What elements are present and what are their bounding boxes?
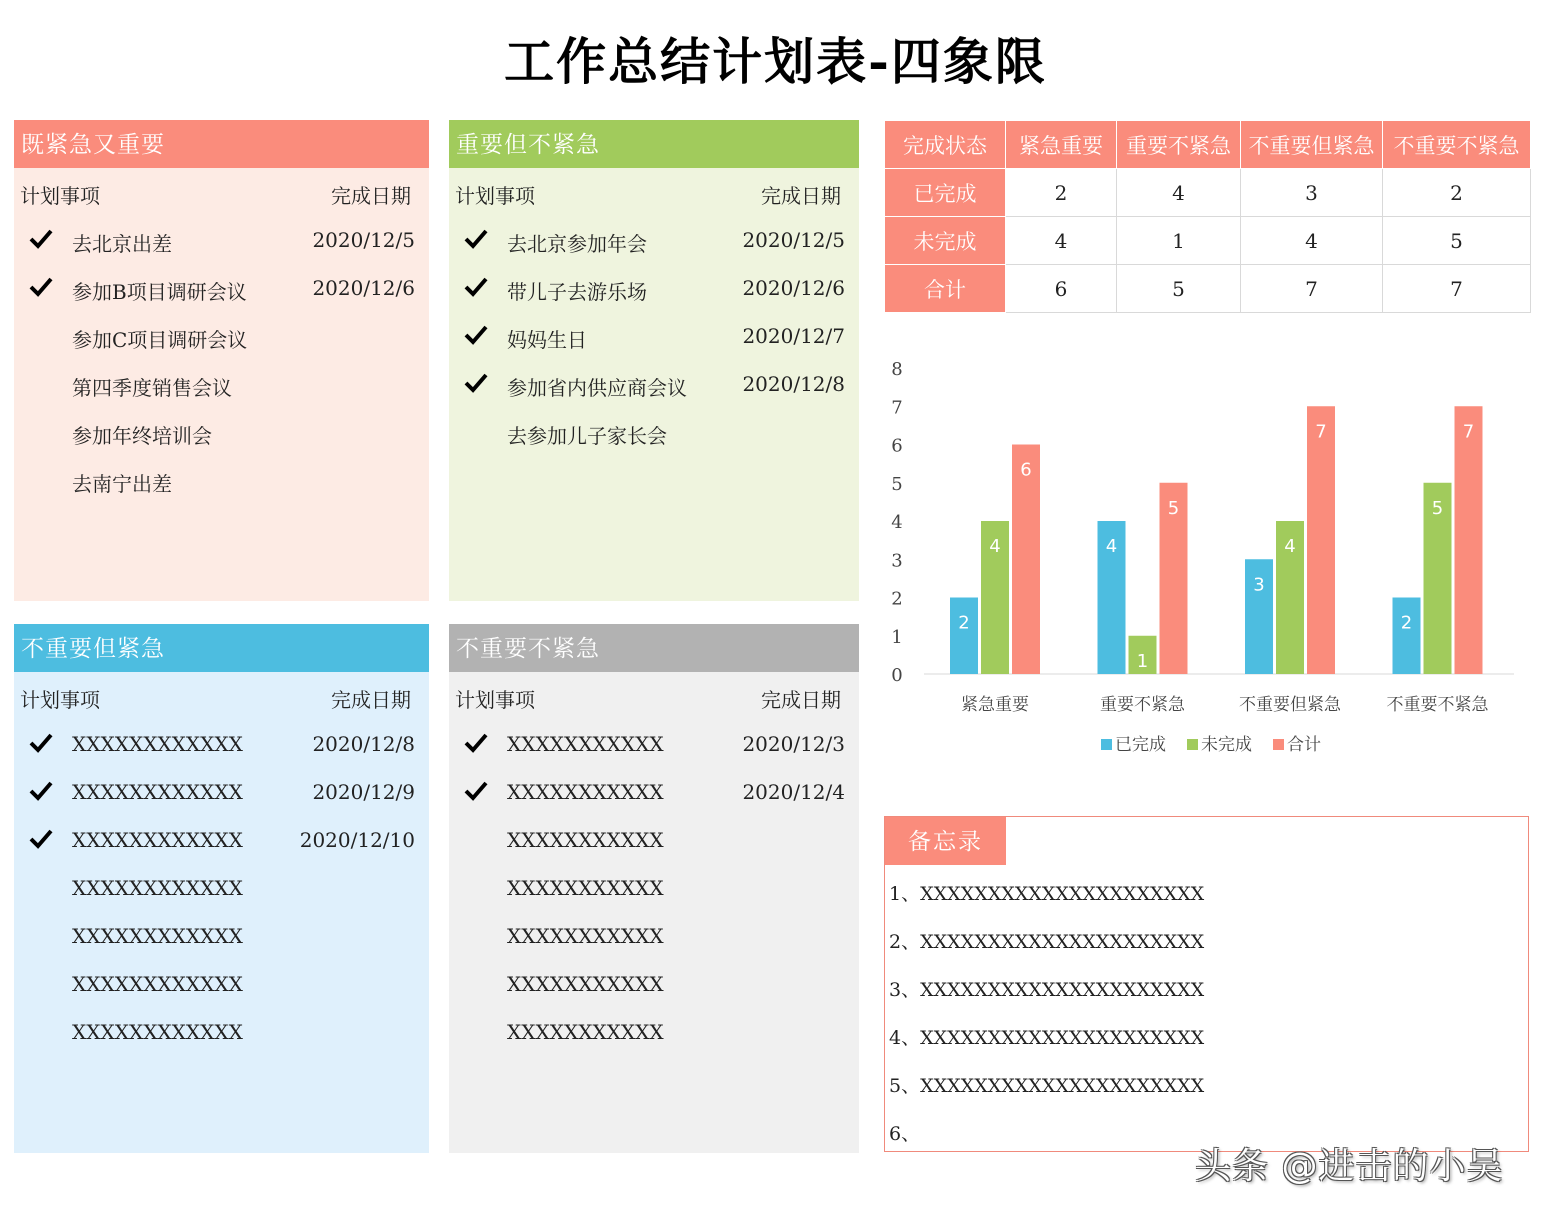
task-row[interactable] — [14, 864, 429, 912]
task-text: XXXXXXXXXXX — [507, 876, 664, 900]
stats-cell[interactable]: 6 — [1006, 265, 1117, 313]
task-row[interactable] — [14, 264, 429, 312]
bar — [1393, 598, 1421, 675]
column-header-item: 计划事项 — [20, 184, 100, 208]
y-tick-label: 3 — [891, 550, 903, 572]
legend-label: 合计 — [1287, 735, 1321, 755]
task-text: XXXXXXXXXXXX — [72, 1020, 243, 1044]
task-text: 带儿子去游乐场 — [507, 280, 647, 304]
column-header-row — [14, 168, 429, 216]
task-text: XXXXXXXXXXX — [507, 732, 664, 756]
task-text: XXXXXXXXXXXX — [72, 732, 243, 756]
task-row[interactable] — [14, 1008, 429, 1056]
page-title: 工作总结计划表-四象限 — [504, 32, 1047, 91]
task-row[interactable] — [449, 1008, 859, 1056]
bar — [950, 598, 978, 675]
completion-stats-table — [884, 120, 1531, 313]
task-date: 2020/12/9 — [312, 780, 415, 804]
checkmark-icon — [28, 226, 54, 252]
legend-swatch — [1187, 739, 1198, 750]
stats-cell[interactable]: 4 — [1006, 217, 1117, 265]
task-text: XXXXXXXXXXXX — [72, 876, 243, 900]
checkmark-icon — [463, 226, 489, 252]
x-tick-label: 紧急重要 — [961, 695, 1029, 715]
bar-data-label: 6 — [1020, 459, 1032, 481]
stats-header-row — [885, 121, 1531, 169]
y-tick-label: 4 — [891, 512, 903, 533]
task-row[interactable] — [14, 312, 429, 360]
task-date: 2020/12/8 — [742, 372, 845, 396]
task-text: 去北京参加年会 — [507, 232, 647, 256]
y-tick-label: 1 — [891, 626, 903, 648]
y-tick-label: 7 — [891, 397, 903, 419]
task-row[interactable] — [449, 360, 859, 408]
column-header-date: 完成日期 — [761, 184, 841, 208]
task-date: 2020/12/4 — [742, 780, 845, 804]
quadrant-not-important-not-urgent — [449, 624, 859, 1153]
legend-label: 已完成 — [1115, 735, 1166, 755]
bar-data-label: 4 — [1284, 536, 1296, 557]
stats-header-cell: 不重要不紧急 — [1383, 121, 1531, 169]
task-date: 2020/12/10 — [299, 828, 415, 852]
task-text: XXXXXXXXXXXX — [72, 828, 243, 852]
bar — [1455, 406, 1483, 674]
y-tick-label: 2 — [891, 588, 903, 610]
bar-data-label: 5 — [1167, 497, 1180, 519]
task-row[interactable] — [449, 408, 859, 456]
legend-swatch — [1101, 739, 1112, 750]
y-tick-label: 0 — [891, 665, 903, 686]
task-row[interactable] — [14, 720, 429, 768]
stats-cell[interactable]: 7 — [1383, 265, 1531, 313]
memo-line[interactable]: 4、XXXXXXXXXXXXXXXXXXXXX — [889, 1027, 1205, 1049]
bar-data-label: 7 — [1462, 421, 1475, 443]
watermark: 头条 @进击的小吴 — [1195, 1146, 1504, 1187]
task-row[interactable] — [449, 312, 859, 360]
task-row[interactable] — [14, 912, 429, 960]
quadrant-urgent-not-important — [14, 624, 429, 1153]
checkmark-icon — [28, 274, 54, 300]
task-row[interactable] — [14, 816, 429, 864]
checkmark-icon — [463, 730, 489, 756]
column-header-item: 计划事项 — [455, 688, 535, 712]
memo-line[interactable]: 6、 — [889, 1123, 921, 1145]
memo-header: 备忘录 — [885, 817, 1006, 865]
task-date: 2020/12/6 — [742, 276, 845, 300]
y-tick-label: 6 — [891, 435, 903, 457]
task-text: 参加C项目调研会议 — [72, 328, 248, 352]
task-text: XXXXXXXXXXXX — [72, 780, 243, 804]
memo-line[interactable]: 2、XXXXXXXXXXXXXXXXXXXXX — [889, 931, 1205, 953]
x-tick-label: 不重要但紧急 — [1239, 695, 1341, 715]
task-text: XXXXXXXXXXX — [507, 780, 664, 804]
column-header-item: 计划事项 — [20, 688, 100, 712]
task-row[interactable] — [449, 720, 859, 768]
y-tick-label: 8 — [891, 359, 903, 380]
checkmark-icon — [463, 370, 489, 396]
quadrant-header: 不重要但紧急 — [14, 624, 429, 672]
bar-data-label: 3 — [1253, 574, 1265, 596]
task-row[interactable] — [449, 960, 859, 1008]
task-text: 第四季度销售会议 — [72, 376, 232, 400]
stats-cell[interactable]: 7 — [1241, 265, 1383, 313]
task-row[interactable] — [14, 360, 429, 408]
memo-panel — [884, 816, 1529, 1152]
x-tick-label: 重要不紧急 — [1100, 695, 1185, 715]
checkmark-icon — [28, 730, 54, 756]
quadrant-header: 不重要不紧急 — [449, 624, 859, 672]
checkmark-icon — [28, 826, 54, 852]
task-date: 2020/12/7 — [742, 324, 845, 348]
column-header-row — [449, 672, 859, 720]
task-text: 去北京出差 — [72, 232, 172, 256]
bar-data-label: 2 — [958, 612, 970, 634]
task-row[interactable] — [14, 216, 429, 264]
bar-data-label: 5 — [1431, 497, 1444, 519]
stats-row-label: 已完成 — [885, 169, 1006, 217]
stats-header-cell: 紧急重要 — [1006, 121, 1117, 169]
task-row[interactable] — [449, 264, 859, 312]
bar-data-label: 4 — [989, 536, 1001, 557]
quadrant-body — [449, 672, 859, 1153]
completion-bar-chart — [884, 345, 1529, 775]
task-text: 妈妈生日 — [507, 328, 587, 352]
column-header-date: 完成日期 — [331, 184, 411, 208]
legend-swatch — [1273, 739, 1284, 750]
stats-row-label: 未完成 — [885, 217, 1006, 265]
quadrant-header: 重要但不紧急 — [449, 120, 859, 168]
task-row[interactable] — [14, 960, 429, 1008]
memo-line[interactable]: 1、XXXXXXXXXXXXXXXXXXXXX — [889, 883, 1205, 905]
task-row[interactable] — [449, 864, 859, 912]
column-header-date: 完成日期 — [331, 688, 411, 712]
checkmark-icon — [28, 778, 54, 804]
task-date: 2020/12/5 — [312, 228, 415, 252]
task-row[interactable] — [14, 456, 429, 504]
task-text: XXXXXXXXXXX — [507, 924, 664, 948]
task-text: XXXXXXXXXXX — [507, 1020, 664, 1044]
stats-cell[interactable]: 4 — [1117, 169, 1241, 217]
bar-data-label: 4 — [1105, 536, 1118, 557]
stats-row — [885, 169, 1531, 217]
quadrant-body — [449, 168, 859, 601]
legend-label: 未完成 — [1201, 735, 1252, 755]
task-text: 参加省内供应商会议 — [507, 376, 687, 400]
bar-data-label: 2 — [1400, 612, 1413, 634]
memo-line[interactable]: 5、XXXXXXXXXXXXXXXXXXXXX — [889, 1075, 1205, 1097]
task-row[interactable] — [14, 408, 429, 456]
task-date: 2020/12/6 — [312, 276, 415, 300]
bar-data-label: 1 — [1136, 650, 1149, 672]
x-tick-label: 不重要不紧急 — [1386, 695, 1489, 715]
stats-cell[interactable]: 1 — [1117, 217, 1241, 265]
checkmark-icon — [463, 778, 489, 804]
stats-header-cell: 完成状态 — [885, 121, 1006, 169]
task-text: 参加B项目调研会议 — [72, 280, 247, 304]
quadrant-header: 既紧急又重要 — [14, 120, 429, 168]
task-text: 参加年终培训会 — [72, 424, 212, 448]
memo-line[interactable]: 3、XXXXXXXXXXXXXXXXXXXXX — [889, 979, 1205, 1001]
task-text: XXXXXXXXXXXX — [72, 924, 243, 948]
stats-cell[interactable]: 5 — [1383, 217, 1531, 265]
column-header-row — [449, 168, 859, 216]
stats-header-cell: 不重要但紧急 — [1241, 121, 1383, 169]
stats-cell[interactable]: 5 — [1117, 265, 1241, 313]
stats-header-cell: 重要不紧急 — [1117, 121, 1241, 169]
task-text: 去参加儿子家长会 — [507, 424, 667, 448]
task-date: 2020/12/3 — [742, 732, 845, 756]
task-row[interactable] — [449, 912, 859, 960]
stats-cell[interactable]: 3 — [1241, 169, 1383, 217]
stats-cell[interactable]: 4 — [1241, 217, 1383, 265]
task-date: 2020/12/5 — [742, 228, 845, 252]
quadrant-urgent-important — [14, 120, 429, 601]
bar — [1307, 406, 1335, 674]
stats-row — [885, 217, 1531, 265]
task-text: 去南宁出差 — [72, 472, 172, 496]
task-row[interactable] — [449, 216, 859, 264]
quadrant-body — [14, 168, 429, 601]
stats-row — [885, 265, 1531, 313]
bar-data-label: 7 — [1315, 421, 1327, 443]
task-date: 2020/12/8 — [312, 732, 415, 756]
checkmark-icon — [463, 322, 489, 348]
column-header-item: 计划事项 — [455, 184, 535, 208]
task-row[interactable] — [14, 768, 429, 816]
task-text: XXXXXXXXXXX — [507, 972, 664, 996]
task-row[interactable] — [449, 768, 859, 816]
quadrant-body — [14, 672, 429, 1153]
y-tick-label: 5 — [891, 473, 903, 495]
task-text: XXXXXXXXXXX — [507, 828, 664, 852]
column-header-date: 完成日期 — [761, 688, 841, 712]
task-row[interactable] — [449, 816, 859, 864]
stats-cell[interactable]: 2 — [1006, 169, 1117, 217]
stats-cell[interactable]: 2 — [1383, 169, 1531, 217]
column-header-row — [14, 672, 429, 720]
task-text: XXXXXXXXXXXX — [72, 972, 243, 996]
quadrant-important-not-urgent — [449, 120, 859, 601]
checkmark-icon — [463, 274, 489, 300]
stats-row-label: 合计 — [885, 265, 1006, 313]
